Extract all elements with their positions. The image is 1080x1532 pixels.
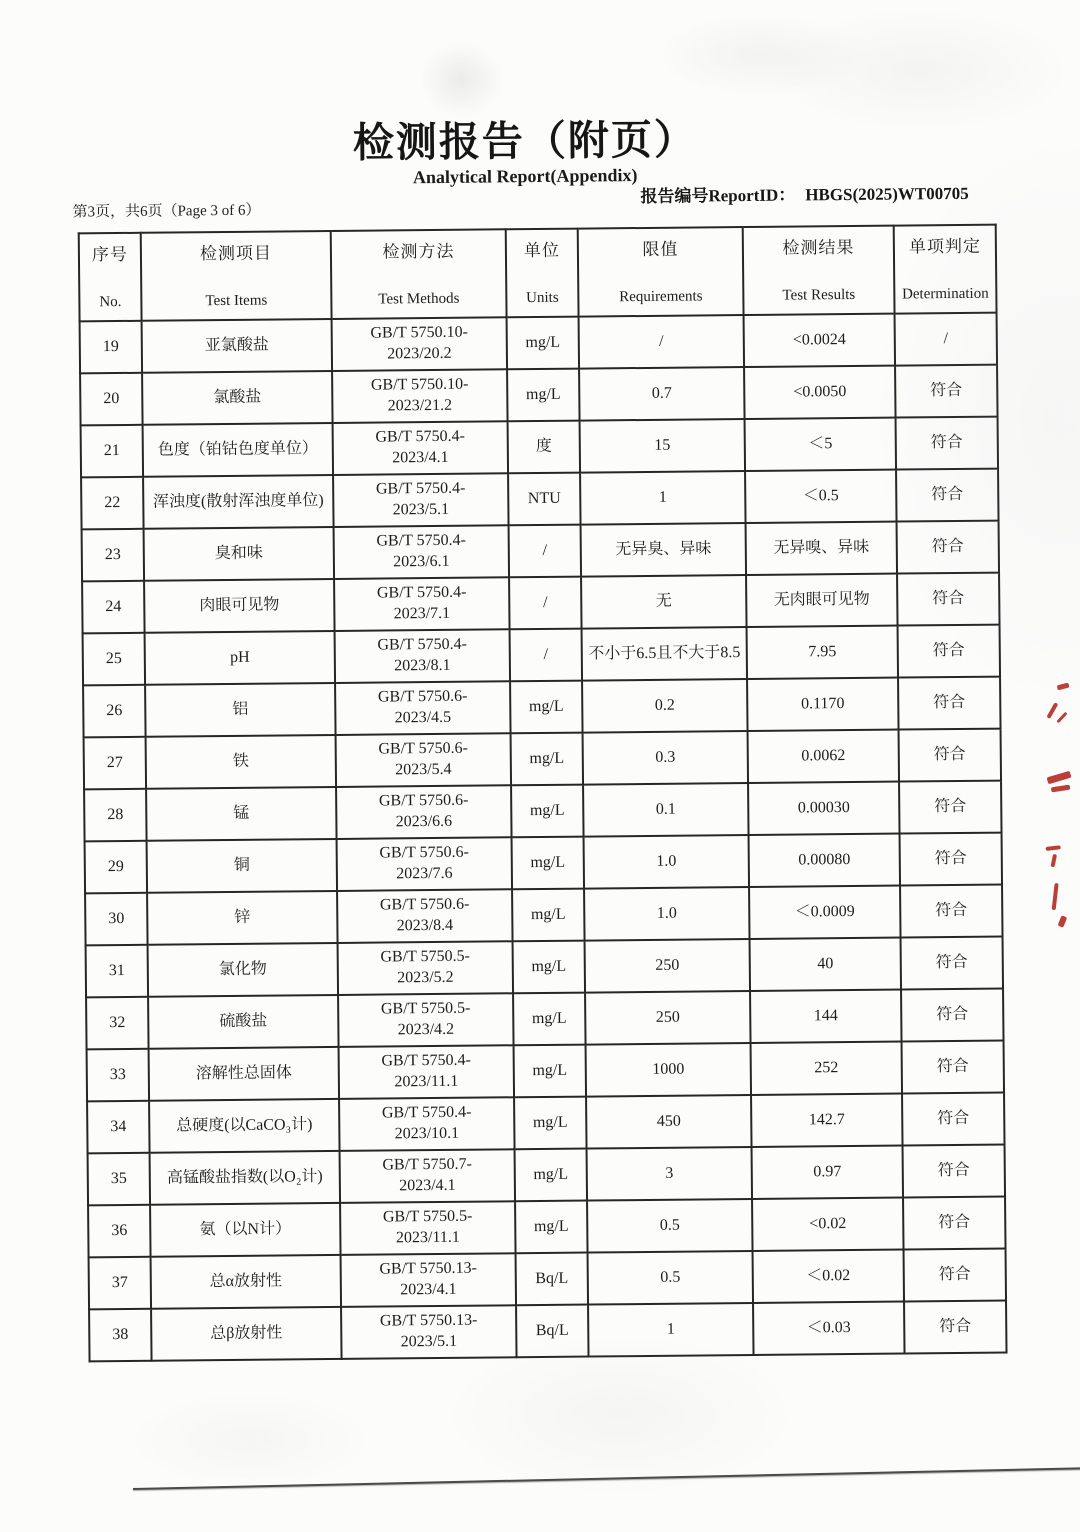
cell-item: 色度（铂钴色度单位） [143,423,333,477]
cell-determination: 符合 [897,521,999,574]
cell-requirement: 0.5 [588,1251,753,1305]
table-row [85,833,1002,894]
table-row [82,521,999,582]
cell-no: 22 [81,477,143,530]
cell-requirement: 1000 [586,1043,751,1097]
cell-no: 19 [80,321,142,374]
header-no [79,233,142,322]
table-row [89,1249,1006,1310]
cell-result: 0.1170 [747,678,898,731]
cell-unit: mg/L [507,369,579,422]
cell-no: 25 [83,633,145,686]
red-stamp-fragment [1056,712,1067,724]
cell-requirement: 250 [585,991,750,1045]
cell-result: <0.0050 [744,366,895,419]
cell-determination: 符合 [902,1041,1004,1094]
cell-requirement: 0.7 [579,367,744,421]
cell-requirement: / [579,315,744,369]
table-row [84,729,1001,790]
cell-no: 23 [82,529,144,582]
cell-item: 锌 [147,891,337,945]
cell-requirement: 15 [580,419,745,473]
table-row [88,1145,1005,1206]
cell-result: 7.95 [747,626,898,679]
header-test-items-en: Test Items [205,292,268,309]
cell-unit: mg/L [515,1201,587,1254]
header-test-results-cn: 检测结果 [782,237,855,258]
table-row [88,1197,1005,1258]
report-id-line [640,179,969,207]
cell-no: 32 [86,997,148,1050]
cell-determination: 符合 [899,729,1001,782]
red-stamp-fragment [1047,771,1072,785]
cell-no: 21 [81,425,143,478]
cell-method: GB/T 5750.4- 2023/10.1 [339,1097,514,1151]
cell-result: 0.0062 [748,730,899,783]
cell-result: 0.97 [752,1146,903,1199]
cell-unit: / [509,577,581,630]
cell-no: 30 [85,893,147,946]
cell-method: GB/T 5750.6- 2023/7.6 [337,837,512,891]
cell-requirement: 0.3 [583,731,748,785]
table-row [87,1041,1004,1102]
cell-result: ＜5 [745,418,896,471]
cell-determination: 符合 [902,1093,1004,1146]
cell-unit: mg/L [507,317,579,370]
cell-method: GB/T 5750.10- 2023/20.2 [332,317,507,371]
header-requirements-en: Requirements [619,287,703,305]
cell-result: ＜0.03 [753,1302,904,1355]
header-units [506,229,579,318]
table-row [83,677,1000,738]
report-id-label: 报告编号ReportID： [640,185,796,207]
table-row [80,313,997,374]
results-table [78,224,1008,1363]
cell-method: GB/T 5750.4- 2023/11.1 [339,1045,514,1099]
cell-requirement: 无 [581,575,746,629]
cell-no: 20 [80,373,142,426]
red-stamp-fragment [1051,785,1071,793]
cell-unit: mg/L [512,837,584,890]
cell-determination: 符合 [903,1197,1005,1250]
cell-result: ＜0.0009 [749,886,900,939]
cell-requirement: 不小于6.5且不大于8.5 [582,627,747,681]
cell-item: pH [145,631,335,685]
header-determination-cn: 单项判定 [908,236,981,257]
cell-method: GB/T 5750.6- 2023/4.5 [335,681,510,735]
results-table-header [79,225,997,322]
table-row [81,469,998,530]
cell-result: <0.02 [752,1198,903,1251]
table-row [82,573,999,634]
cell-no: 37 [89,1257,151,1310]
cell-no: 35 [88,1153,150,1206]
cell-determination: 符合 [904,1301,1006,1354]
cell-no: 29 [85,841,147,894]
cell-no: 31 [86,945,148,998]
header-test-methods-cn: 检测方法 [382,241,455,262]
cell-method: GB/T 5750.7- 2023/4.1 [340,1149,515,1203]
cell-item: 亚氯酸盐 [142,319,332,373]
cell-item: 铜 [147,839,337,893]
cell-method: GB/T 5750.4- 2023/6.1 [334,525,509,579]
cell-method: GB/T 5750.5- 2023/5.2 [338,941,513,995]
table-row [89,1301,1006,1362]
cell-determination: / [895,313,997,366]
cell-requirement: 0.2 [582,679,747,733]
cell-item: 臭和味 [144,527,334,581]
cell-determination: 符合 [903,1145,1005,1198]
header-no-cn: 序号 [91,244,129,265]
cell-unit: / [509,525,581,578]
cell-item: 总α放射性 [151,1255,341,1309]
cell-unit: mg/L [513,941,585,994]
header-units-en: Units [526,289,559,306]
cell-requirement: 0.5 [587,1199,752,1253]
cell-requirement: 1 [580,471,745,525]
red-stamp-fragment [1051,854,1058,868]
cell-method: GB/T 5750.4- 2023/7.1 [334,577,509,631]
cell-determination: 符合 [898,625,1000,678]
cell-unit: mg/L [511,733,583,786]
cell-no: 33 [87,1049,149,1102]
cell-requirement: 250 [585,939,750,993]
cell-method: GB/T 5750.6- 2023/8.4 [337,889,512,943]
cell-determination: 符合 [900,885,1002,938]
cell-item: 铁 [146,735,336,789]
cell-unit: mg/L [515,1149,587,1202]
cell-requirement: 1.0 [584,887,749,941]
report-id-value: HBGS(2025)WT00705 [805,183,969,205]
header-units-cn: 单位 [523,240,561,261]
cell-method: GB/T 5750.6- 2023/5.4 [336,733,511,787]
table-row [83,625,1000,686]
header-requirements [578,227,744,317]
header-determination [894,225,997,314]
cell-result: 无异嗅、异味 [746,522,897,575]
red-stamp-fragment [1046,702,1058,719]
cell-item: 总β放射性 [151,1307,341,1361]
cell-determination: 符合 [904,1249,1006,1302]
cell-method: GB/T 5750.4- 2023/4.1 [333,421,508,475]
cell-determination: 符合 [901,989,1003,1042]
cell-method: GB/T 5750.4- 2023/5.1 [333,473,508,527]
cell-method: GB/T 5750.13- 2023/4.1 [341,1253,516,1307]
cell-unit: 度 [508,421,580,474]
cell-unit: mg/L [514,1045,586,1098]
cell-result: 0.00030 [748,782,899,835]
cell-unit: mg/L [511,785,583,838]
cell-no: 27 [84,737,146,790]
red-stamp-fragment [1045,845,1060,851]
cell-no: 28 [84,789,146,842]
cell-item: 硫酸盐 [148,995,338,1049]
cell-requirement: 无异臭、异味 [581,523,746,577]
header-test-items [141,231,332,321]
cell-item: 溶解性总固体 [149,1047,339,1101]
cell-item: 氯酸盐 [142,371,332,425]
cell-no: 38 [89,1309,151,1362]
table-row [84,781,1001,842]
cell-result: 142.7 [751,1094,902,1147]
table-row [86,937,1003,998]
cell-requirement: 1 [588,1303,753,1357]
header-test-methods-en: Test Methods [378,290,460,308]
header-test-items-cn: 检测项目 [199,243,273,264]
cell-result: 252 [751,1042,902,1095]
page-title: 检测报告（附页） [352,116,698,166]
cell-item: 高锰酸盐指数(以O₂计) [150,1151,340,1205]
results-table-body [80,313,1007,1362]
table-row [81,417,998,478]
header-test-results [743,226,895,315]
cell-no: 26 [83,685,145,738]
cell-requirement: 1.0 [584,835,749,889]
cell-determination: 符合 [900,833,1002,886]
cell-method: GB/T 5750.10- 2023/21.2 [332,369,507,423]
cell-item: 氨（以N计） [150,1203,340,1257]
cell-item: 铝 [145,683,335,737]
cell-unit: Bq/L [516,1305,588,1358]
cell-method: GB/T 5750.13- 2023/5.1 [341,1305,516,1359]
cell-determination: 符合 [897,573,999,626]
table-row [86,989,1003,1050]
cell-determination: 符合 [899,781,1001,834]
table-row [85,885,1002,946]
cell-result: ＜0.5 [745,470,896,523]
cell-unit: Bq/L [516,1253,588,1306]
header-determination-en: Determination [901,285,989,303]
cell-result: 144 [750,990,901,1043]
cell-no: 24 [82,581,144,634]
cell-requirement: 450 [586,1095,751,1149]
cell-requirement: 3 [587,1147,752,1201]
cell-no: 36 [88,1205,150,1258]
cell-item: 总硬度(以CaCO₃计) [149,1099,339,1153]
cell-item: 浑浊度(散射浑浊度单位) [143,475,333,529]
cell-determination: 符合 [896,469,998,522]
page-subtitle: Analytical Report(Appendix) [412,165,638,188]
cell-item: 锰 [146,787,336,841]
header-requirements-cn: 限值 [642,239,679,259]
cell-item: 氯化物 [148,943,338,997]
cell-result: ＜0.02 [753,1250,904,1303]
red-stamp-fragment [1058,915,1068,927]
cell-result: 无肉眼可见物 [746,574,897,627]
cell-unit: / [510,629,582,682]
cell-result: <0.0024 [744,314,895,367]
cell-unit: NTU [508,473,580,526]
cell-result: 0.00080 [749,834,900,887]
cell-method: GB/T 5750.5- 2023/4.2 [338,993,513,1047]
table-row [80,365,997,426]
header-row [79,225,997,322]
cell-unit: mg/L [512,889,584,942]
red-stamp-fragment [1052,883,1059,910]
table-row [87,1093,1004,1154]
cell-result: 40 [750,938,901,991]
cell-method: GB/T 5750.5- 2023/11.1 [340,1201,515,1255]
cell-determination: 符合 [896,417,998,470]
cell-determination: 符合 [895,365,997,418]
cell-requirement: 0.1 [583,783,748,837]
header-test-methods [331,229,507,319]
cell-determination: 符合 [901,937,1003,990]
cell-unit: mg/L [510,681,582,734]
cell-unit: mg/L [514,1097,586,1150]
cell-determination: 符合 [898,677,1000,730]
cell-unit: mg/L [513,993,585,1046]
header-test-results-en: Test Results [782,286,856,304]
cell-no: 34 [87,1101,149,1154]
red-stamp-fragment [1057,683,1070,691]
cell-method: GB/T 5750.6- 2023/6.6 [336,785,511,839]
page-number: 第3页，共6页（Page 3 of 6） [72,202,261,221]
cell-item: 肉眼可见物 [144,579,334,633]
header-no-en: No. [99,293,122,310]
cell-method: GB/T 5750.4- 2023/8.1 [335,629,510,683]
